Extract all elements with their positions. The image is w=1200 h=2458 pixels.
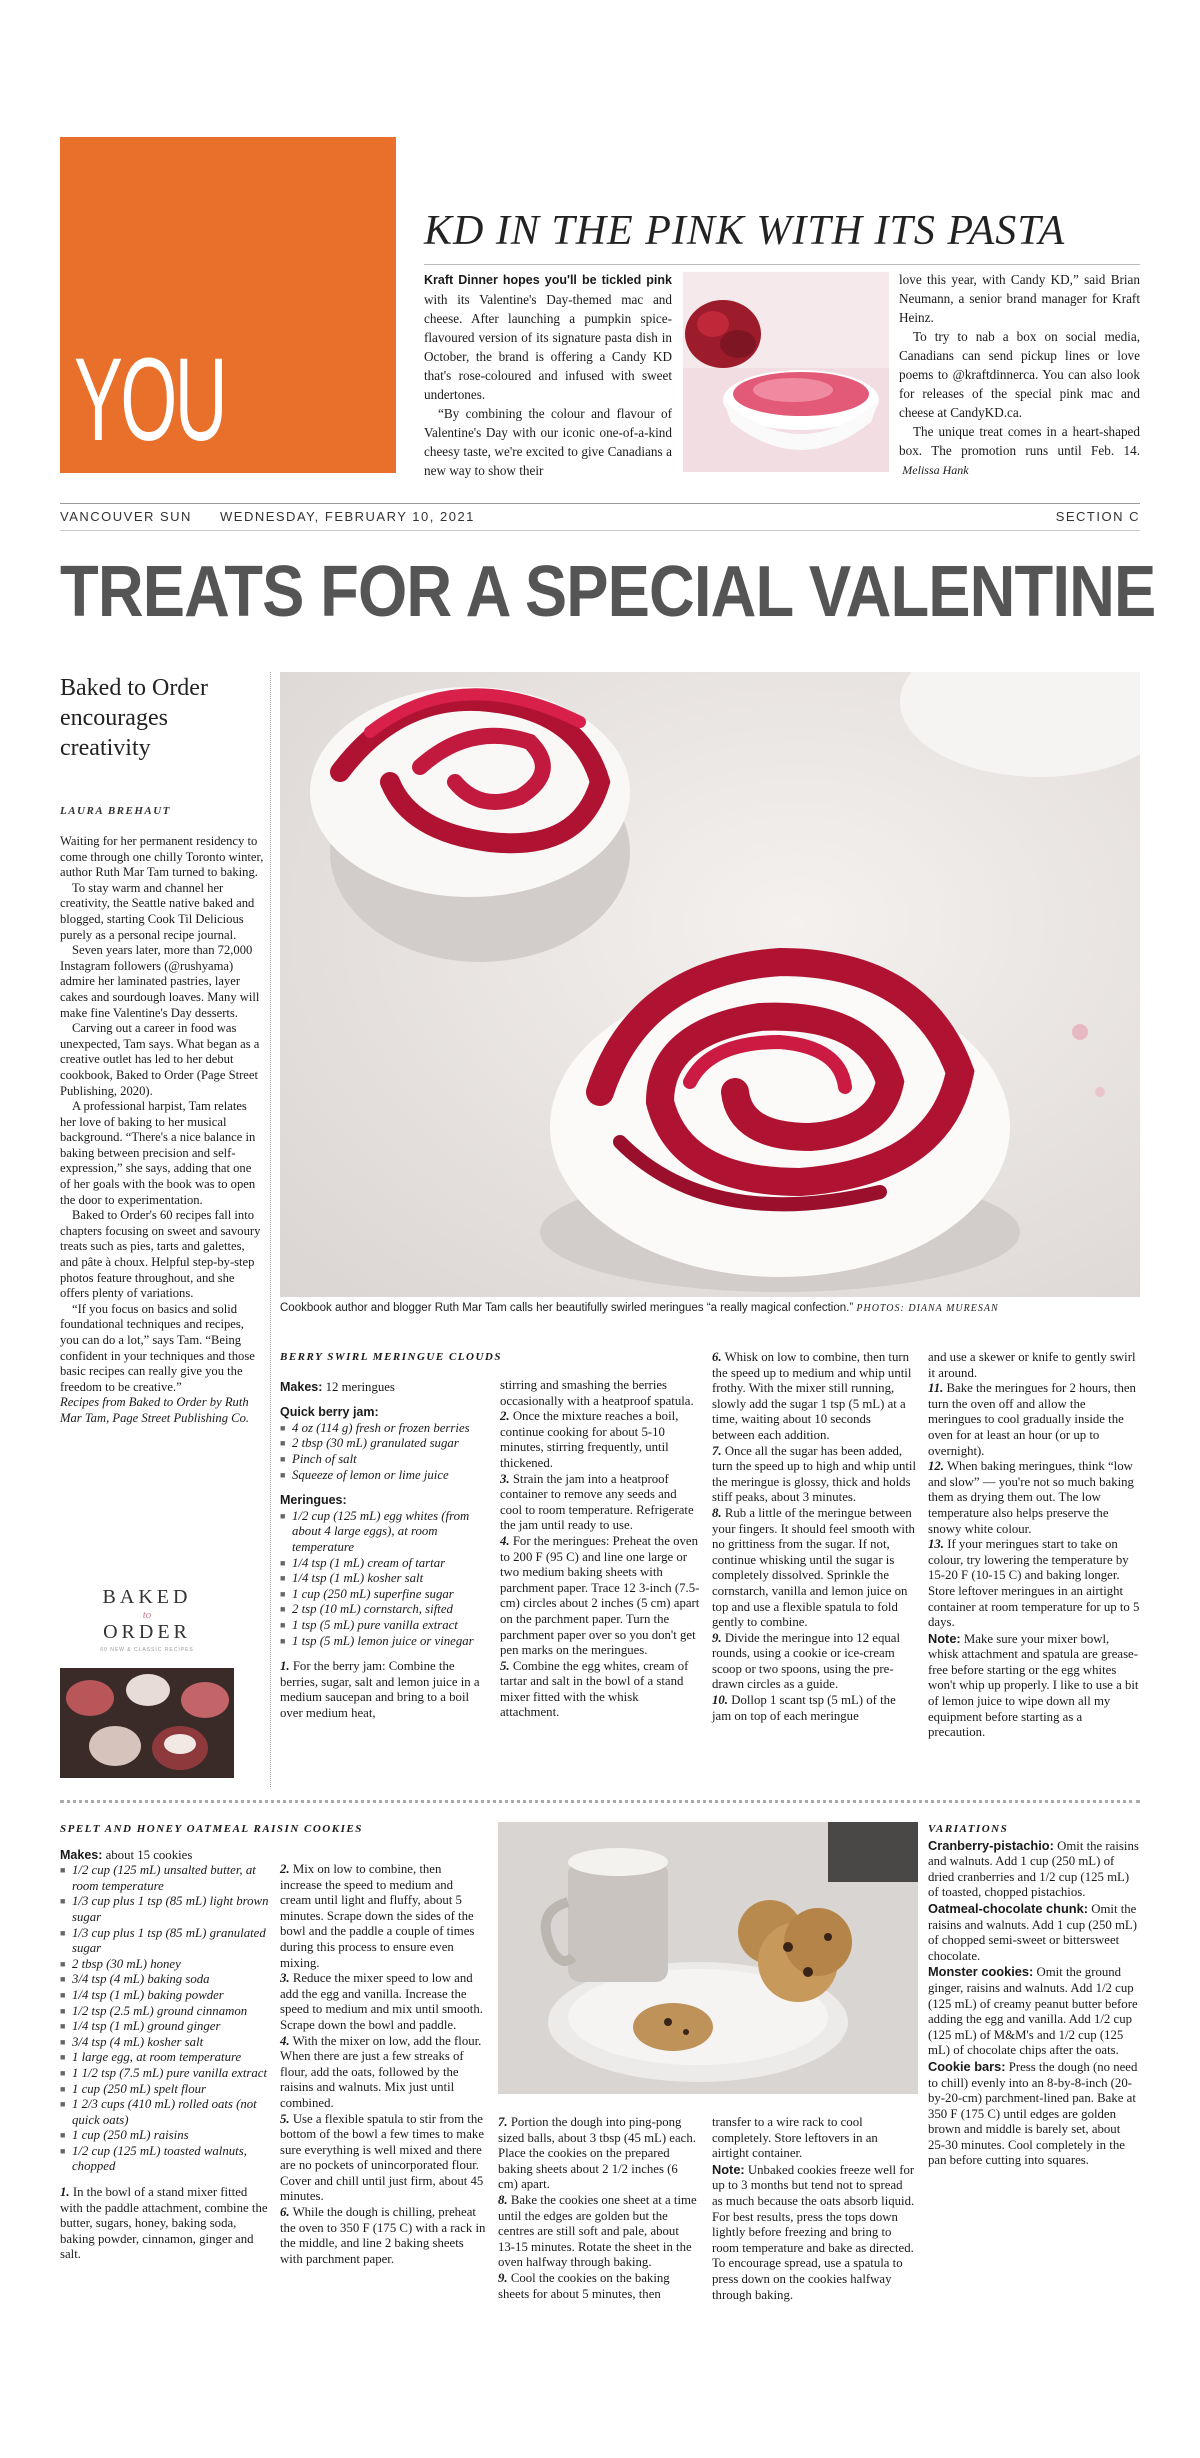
meringue-ingredient-list (280, 1509, 490, 1649)
recipe-step (712, 1631, 916, 1693)
variation (928, 1964, 1140, 2059)
step-text: Dollop 1 scant tsp (5 mL) of the jam on top of each meringue (712, 1693, 896, 1723)
recipe-step (500, 1534, 700, 1659)
brief-column-2 (899, 270, 1140, 480)
ingredient: ■ 1 tsp (5 mL) pure vanilla extract (280, 1618, 490, 1634)
recipe-step (928, 1381, 1140, 1459)
note-label: Note: (712, 2161, 745, 2177)
variation-label: Oatmeal-chocolate chunk: (928, 1900, 1088, 1916)
story-deck: Baked to Order encourages creativity (60, 675, 208, 761)
section-label: YOU (74, 334, 226, 466)
step-text: While the dough is chilling, preheat the oven to 350 F (175 C) with a rack in the middle, and line 2 baking sheets with parchment paper. (280, 2205, 486, 2266)
step-text: For the meringues: Preheat the oven to 200 F (95 C) and line one large or two medium baking sheets with parchment paper. Trace 12 3-inch (7.5-cm) circles about 2 inches (5 cm) apart on the parchment paper. Turn the parchment paper over so you don't get pen marks on the meringues. (500, 1533, 700, 1658)
variations-title: VARIATIONS (928, 1823, 1009, 1835)
recipe-step (280, 2034, 486, 2112)
recipe-step (498, 2271, 698, 2302)
brief-paragraph: To try to nab a box on social media, Canadians can send pickup lines or love poems to @kraftdinnerca. You can also look for releases of the special pink mac and cheese at CandyKD.ca. (899, 329, 1140, 420)
step-number: 4. (500, 1533, 510, 1548)
step-continued: stirring and smashing the berries occasionally with a heatproof spatula. (500, 1378, 694, 1408)
ingredient: ■ 1/4 tsp (1 mL) baking powder (60, 1988, 270, 2004)
brief-lead: Kraft Dinner hopes you'll be tickled pink (424, 273, 672, 287)
meringue-label: Meringues: (280, 1493, 347, 1508)
step-number: 12. (928, 1459, 944, 1474)
story-paragraph: To stay warm and channel her creativity, the Seattle native baked and blogged, starting Cook Til Delicious purely as a personal recipe journal. (60, 880, 255, 942)
step-text: In the bowl of a stand mixer fitted with the paddle attachment, combine the butter, sugars, honey, baking soda, baking powder, cinnamon, ginger and salt. (60, 2185, 268, 2262)
variation-text: Omit the raisins and walnuts. Add 1 cup (250 mL) of chopped semi-sweet or bittersweet chocolate. (928, 1901, 1137, 1963)
brief-paragraph (424, 270, 672, 404)
photo-credit: PHOTOS: DIANA MURESAN (856, 1303, 999, 1314)
brief-paragraph (899, 422, 1140, 480)
step-number: 2. (500, 1409, 510, 1424)
ingredient: ■ 1/4 tsp (1 mL) kosher salt (280, 1571, 490, 1587)
step-text: Divide the meringue into 12 equal rounds, using a cookie or ice-cream scoop or two spoons, using the pre-drawn circles as a guide. (712, 1630, 901, 1692)
variation-label: Cranberry-pistachio: (928, 1837, 1054, 1853)
folio-rule-top (60, 503, 1140, 504)
step-number: 5. (500, 1658, 510, 1673)
meringue-photo (280, 672, 1140, 1297)
brief-text: with its Valentine's Day-themed mac and cheese. After launching a pumpkin spice-flavoured version of its signature pasta dish in October, the brand is offering a Candy KD that's rose-coloured and infused with sweet undertones. (424, 292, 672, 402)
recipe-step (500, 1409, 700, 1471)
step-text: Rub a little of the meringue between your fingers. It should feel smooth with no grittiness from the sugar. If not, continue whisking until the sugar is completely dissolved. Sprinkle the cornstarch, vanilla and lemon juice on top and use a flexible spatula to fold gently to combine. (712, 1505, 915, 1630)
brief-rule (424, 264, 1140, 265)
recipe-step (712, 1506, 916, 1631)
step-number: 1. (60, 2185, 70, 2200)
ingredient: ■ 1 tsp (5 mL) lemon juice or vinegar (280, 1634, 490, 1650)
recipe-step (280, 1862, 486, 1971)
ingredient: ■ 1 cup (250 mL) raisins (60, 2128, 270, 2144)
variation (928, 2059, 1140, 2169)
step-number: 8. (712, 1505, 722, 1520)
recipe-note (928, 1631, 1140, 1741)
column-divider (270, 672, 271, 1787)
meringue-recipe-col2 (500, 1378, 700, 1721)
step-number: 2. (280, 1862, 290, 1876)
step-number: 6. (712, 1350, 722, 1364)
recipe-step (498, 2193, 698, 2271)
step-number: 4. (280, 2033, 290, 2048)
makes-value: about 15 cookies (105, 1847, 193, 1862)
ingredient: ■ 1 2/3 cups (410 mL) rolled oats (not quick oats) (60, 2097, 270, 2128)
brief-paragraph: love this year, with Candy KD,” said Brian Neumann, a senior brand manager for Kraft Heinz. (899, 272, 1140, 325)
ingredient: ■ 3/4 tsp (4 mL) baking soda (60, 1972, 270, 1988)
book-title-line1: BAKED (102, 1586, 192, 1608)
brief-column-1 (424, 270, 672, 480)
step-text: Whisk on low to combine, then turn the speed up to medium and whip until frothy. With the mixer still running, slowly add the sugar 1 tsp (5 mL) at a time, waiting about 10 seconds between each addition. (712, 1350, 912, 1442)
recipe-step (500, 1659, 700, 1721)
recipe-step (712, 1350, 916, 1444)
step-text: Mix on low to combine, then increase the speed to medium and cream until light and fluffy, about 5 minutes. Scrape down the sides of the bowl and the paddle a couple of times during this process to ensure even mixing. (280, 1862, 475, 1970)
ingredient: ■ 2 tsp (10 mL) cornstarch, sifted (280, 1602, 490, 1618)
brief-headline: KD IN THE PINK WITH ITS PASTA (424, 208, 1066, 254)
ingredient: ■ 2 tbsp (30 mL) granulated sugar (280, 1436, 490, 1452)
cookie-recipe-col2 (280, 1862, 486, 2267)
cookie-recipe-col1 (60, 1822, 363, 2263)
story-paragraph: Baked to Order's 60 recipes fall into chapters focusing on sweet and savoury treats such as pies, tarts and galettes, and pâte à choux. Helpful step-by-step photos feature throughout, and she offers plenty of variations. (60, 1208, 261, 1301)
ingredient: ■ Pinch of salt (280, 1452, 490, 1468)
story-byline: LAURA BREHAUT (60, 805, 171, 817)
cookie-variations (928, 1822, 1140, 2169)
step-number: 3. (500, 1471, 510, 1486)
variation-label: Monster cookies: (928, 1964, 1034, 1980)
meringue-recipe-col3 (712, 1350, 916, 1724)
ingredient: ■ 3/4 tsp (4 mL) kosher salt (60, 2035, 270, 2051)
note-text: Unbaked cookies freeze well for up to 3 months but tend not to spread as much because the oats absorb liquid. For best results, press the tops down lightly before freezing and bring to room temperature and bake as directed. To encourage spread, use a spatula to press down on the cookies halfway through baking. (712, 2162, 915, 2302)
step-text: For the berry jam: Combine the berries, sugar, salt and lemon juice in a medium saucepan and bring to a boil over medium heat, (280, 1659, 480, 1720)
cookie-photo (498, 1822, 918, 2094)
step-text: Cool the cookies on the baking sheets for about 5 minutes, then (498, 2270, 670, 2301)
step-text: Once all the sugar has been added, turn the speed up to high and whip until the meringue is glossy, thick and holds stiff peaks, about 3 minutes. (712, 1443, 917, 1505)
ingredient: ■ 1 cup (250 mL) spelt flour (60, 2082, 270, 2098)
step-number: 7. (712, 1443, 722, 1458)
step-text: Bake the cookies one sheet at a time until the edges are golden but the centres are still soft and pale, about 13-15 minutes. Rotate the sheet in the oven halfway through baking. (498, 2192, 697, 2270)
recipe-step (60, 2185, 270, 2263)
step-number: 1. (280, 1659, 290, 1674)
ingredient: ■ 1/3 cup plus 1 tsp (85 mL) light brown sugar (60, 1894, 270, 1925)
jam-label: Quick berry jam: (280, 1405, 379, 1420)
meringue-recipe-title: BERRY SWIRL MERINGUE CLOUDS (280, 1351, 502, 1363)
cookies-and-milk-image (498, 1822, 918, 2094)
step-number: 7. (498, 2115, 508, 2129)
book-title-amp: to (142, 1609, 152, 1621)
step-text: Bake the meringues for 2 hours, then turn the oven off and allow the meringues to cool gradually inside the oven for at least an hour (or up to overnight). (928, 1381, 1136, 1458)
meringue-recipe-col4 (928, 1350, 1140, 1741)
step-text: With the mixer on low, add the flour. When there are just a few streaks of flour, add the oats, followed by the raisins and walnuts. Mix just until combined. (280, 2033, 482, 2110)
pasta-photo (683, 272, 889, 472)
recipe-step (280, 2205, 486, 2267)
meringue-recipe-col1 (280, 1350, 502, 1721)
variation-label: Cookie bars: (928, 2058, 1006, 2074)
step-text: Portion the dough into ping-pong sized balls, about 3 tbsp (45 mL) each. Place the cookies on the prepared baking sheets about 2 1/2 inches (6 cm) apart. (498, 2115, 696, 2192)
recipe-step (500, 1472, 700, 1534)
story-paragraph: Seven years later, more than 72,000 Instagram followers (@rushyama) admire her laminated pastries, layer cakes and sourdough loaves. Many will make fine Valentine's Day desserts. (60, 943, 260, 1020)
ingredient: ■ 1/2 cup (125 mL) egg whites (from about 4 large eggs), at room temperature (280, 1509, 490, 1556)
makes-value: 12 meringues (325, 1379, 395, 1394)
story-paragraph: A professional harpist, Tam relates her love of baking to her musical background. “There's a nice balance in baking between precision and self-expression,” she says, adding that one of her goals with the book was to open the door to experimentation. (60, 1099, 256, 1207)
ingredient: ■ 1 large egg, at room temperature (60, 2050, 270, 2066)
step-number: 10. (712, 1693, 728, 1708)
step-number: 13. (928, 1537, 944, 1552)
step-number: 3. (280, 1971, 290, 1986)
step-number: 8. (498, 2192, 508, 2207)
ingredient: ■ 1/2 cup (125 mL) toasted walnuts, chopped (60, 2144, 270, 2175)
brief-signature: Melissa Hank (902, 463, 969, 477)
cookbook-cover (60, 1578, 234, 1778)
note-label: Note: (928, 1630, 961, 1646)
caption-text: Cookbook author and blogger Ruth Mar Tam calls her beautifully swirled meringues “a really magical confection.” (280, 1302, 854, 1314)
step-number: 6. (280, 2205, 290, 2220)
variation-text: Omit the raisins and walnuts. Add 1 cup (250 mL) of dried cranberries and 1/2 cup (125 mL) of toasted, chopped pistachios. (928, 1838, 1139, 1900)
ingredient: ■ 1/4 tsp (1 mL) ground ginger (60, 2019, 270, 2035)
note-text: Make sure your mixer bowl, whisk attachment and spatula are grease-free before starting or the egg whites won't whip up properly. I like to use a bit of lemon juice to wipe down all my equipment before starting as a precaution. (928, 1631, 1139, 1740)
folio-paper-name: VANCOUVER SUN (60, 509, 192, 524)
story-body (60, 834, 264, 1427)
cookie-recipe-col4 (712, 2115, 916, 2303)
step-text: Reduce the mixer speed to low and add the egg and vanilla. Increase the speed to medium and mix until smooth. Scrape down the bowl and paddle. (280, 1971, 483, 2032)
book-title-line2: ORDER (103, 1621, 191, 1643)
main-headline: TREATS FOR A SPECIAL VALENTINE (60, 552, 1156, 632)
recipe-step (928, 1459, 1140, 1537)
candy-kd-bowl-image (683, 272, 889, 472)
ingredient: ■ 1/2 cup (125 mL) unsalted butter, at room temperature (60, 1863, 270, 1894)
recipe-note (712, 2162, 916, 2303)
step-text: Once the mixture reaches a boil, continue cooking for about 5-10 minutes, stirring frequently, until thickened. (500, 1409, 679, 1470)
ingredient: ■ 1/4 tsp (1 mL) cream of tartar (280, 1556, 490, 1572)
step-text: If your meringues start to take on colour, try lowering the temperature by 15-20 F (10-15 C) and baking longer. Store leftover meringues in an airtight container at room temperature for up to 5 days. (928, 1537, 1140, 1630)
step-text: Strain the jam into a heatproof container to remove any seeds and cool to room temperature. Refrigerate the jam until ready to use. (500, 1471, 694, 1533)
section-brand-block (60, 137, 396, 473)
step-continued: transfer to a wire rack to cool completely. Store leftovers in an airtight container. (712, 2115, 878, 2161)
step-number: 11. (928, 1381, 944, 1396)
step-number: 9. (498, 2270, 508, 2285)
cookie-recipe-title: SPELT AND HONEY OATMEAL RAISIN COOKIES (60, 1823, 363, 1835)
section-divider (60, 1800, 1140, 1803)
story-recipe-credit: Recipes from Baked to Order by Ruth Mar Tam, Page Street Publishing Co. (60, 1395, 250, 1425)
brief-paragraph: “By combining the colour and flavour of Valentine's Day with our iconic one-of-a-kind cheesy taste, we're excited to give Canadians a new way to show their (424, 406, 672, 478)
variation (928, 1838, 1140, 1901)
step-text: Combine the egg whites, cream of tartar and salt in the bowl of a stand mixer fitted with the whisk attachment. (500, 1658, 689, 1720)
jam-ingredient-list (280, 1421, 490, 1483)
step-continued: and use a skewer or knife to gently swirl it around. (928, 1350, 1136, 1380)
story-paragraph: “If you focus on basics and solid foundational techniques and recipes, you can do a lot,” says Tam. “Being confident in your techniques and those basic recipes can really give you the freedom to be creative.” (60, 1301, 255, 1394)
ingredient: ■ 1 1/2 tsp (7.5 mL) pure vanilla extract (60, 2066, 270, 2082)
story-paragraph: Carving out a career in food was unexpected, Tam says. What began as a creative outlet has led to her debut cookbook, Baked to Order (Page Street Publishing, 2020). (60, 1021, 260, 1098)
variation-text: Press the dough (no need to chill) evenly into an 8-by-8-inch (20-by-20-cm) parchment-lined pan. Bake at 350 F (175 C) until edges are golden brown and middle is barely set, about 25-30 minutes. Cool completely in the pan before cutting into squares. (928, 2059, 1138, 2168)
ingredient: ■ Squeeze of lemon or lime juice (280, 1468, 490, 1484)
makes-label: Makes: (280, 1379, 323, 1394)
recipe-step (498, 2115, 698, 2193)
folio-section: SECTION C (1055, 509, 1140, 524)
main-photo-caption (280, 1302, 1140, 1314)
variation (928, 1901, 1140, 1964)
folio-rule-bottom (60, 530, 1140, 531)
step-text: When baking meringues, think “low and slow” — you're not so much baking them as drying them out. The low temperature also helps preserve the snowy white colour. (928, 1459, 1134, 1536)
recipe-step (280, 1659, 490, 1721)
recipe-step (712, 1693, 916, 1724)
recipe-step (712, 1444, 916, 1506)
cookie-ingredient-list (60, 1863, 270, 2175)
book-cover-image (60, 1668, 234, 1778)
story-paragraph: Waiting for her permanent residency to come through one chilly Toronto winter, author Ruth Mar Tam turned to baking. (60, 834, 264, 880)
cookie-makes (60, 1848, 270, 1864)
variation-text: Omit the ground ginger, raisins and walnuts. Add 1/2 cup (125 mL) of creamy peanut butter before adding the egg and vanilla. Add 1/2 cup (125 mL) of M&M's and 1/2 cup (125 mL) of chocolate chips after the oats. (928, 1965, 1138, 2058)
ingredient: ■ 1/2 tsp (2.5 mL) ground cinnamon (60, 2004, 270, 2020)
step-number: 5. (280, 2111, 290, 2126)
cookie-recipe-col3 (498, 2115, 698, 2302)
ingredient: ■ 2 tbsp (30 mL) honey (60, 1957, 270, 1973)
meringue-makes (280, 1380, 490, 1396)
brief-text: The unique treat comes in a heart-shaped box. The promotion runs until Feb. 14. (899, 424, 1140, 458)
makes-label: Makes: (60, 1847, 103, 1862)
step-text: Use a flexible spatula to stir from the bottom of the bowl a few times to make sure everything is well mixed and there are no pockets of unincorporated flour. Cover and chill until just firm, about 45 minutes. (280, 2111, 484, 2204)
ingredient: ■ 1 cup (250 mL) superfine sugar (280, 1587, 490, 1603)
recipe-step (280, 2112, 486, 2206)
folio-date: WEDNESDAY, FEBRUARY 10, 2021 (220, 509, 475, 524)
ingredient: ■ 1/3 cup plus 1 tsp (85 mL) granulated sugar (60, 1926, 270, 1957)
meringue-image (280, 672, 1140, 1297)
ingredient: ■ 4 oz (114 g) fresh or frozen berries (280, 1421, 490, 1437)
recipe-step (928, 1537, 1140, 1631)
step-number: 9. (712, 1630, 722, 1645)
book-subtitle: 60 NEW & CLASSIC RECIPES (100, 1647, 194, 1653)
recipe-step (280, 1971, 486, 2033)
